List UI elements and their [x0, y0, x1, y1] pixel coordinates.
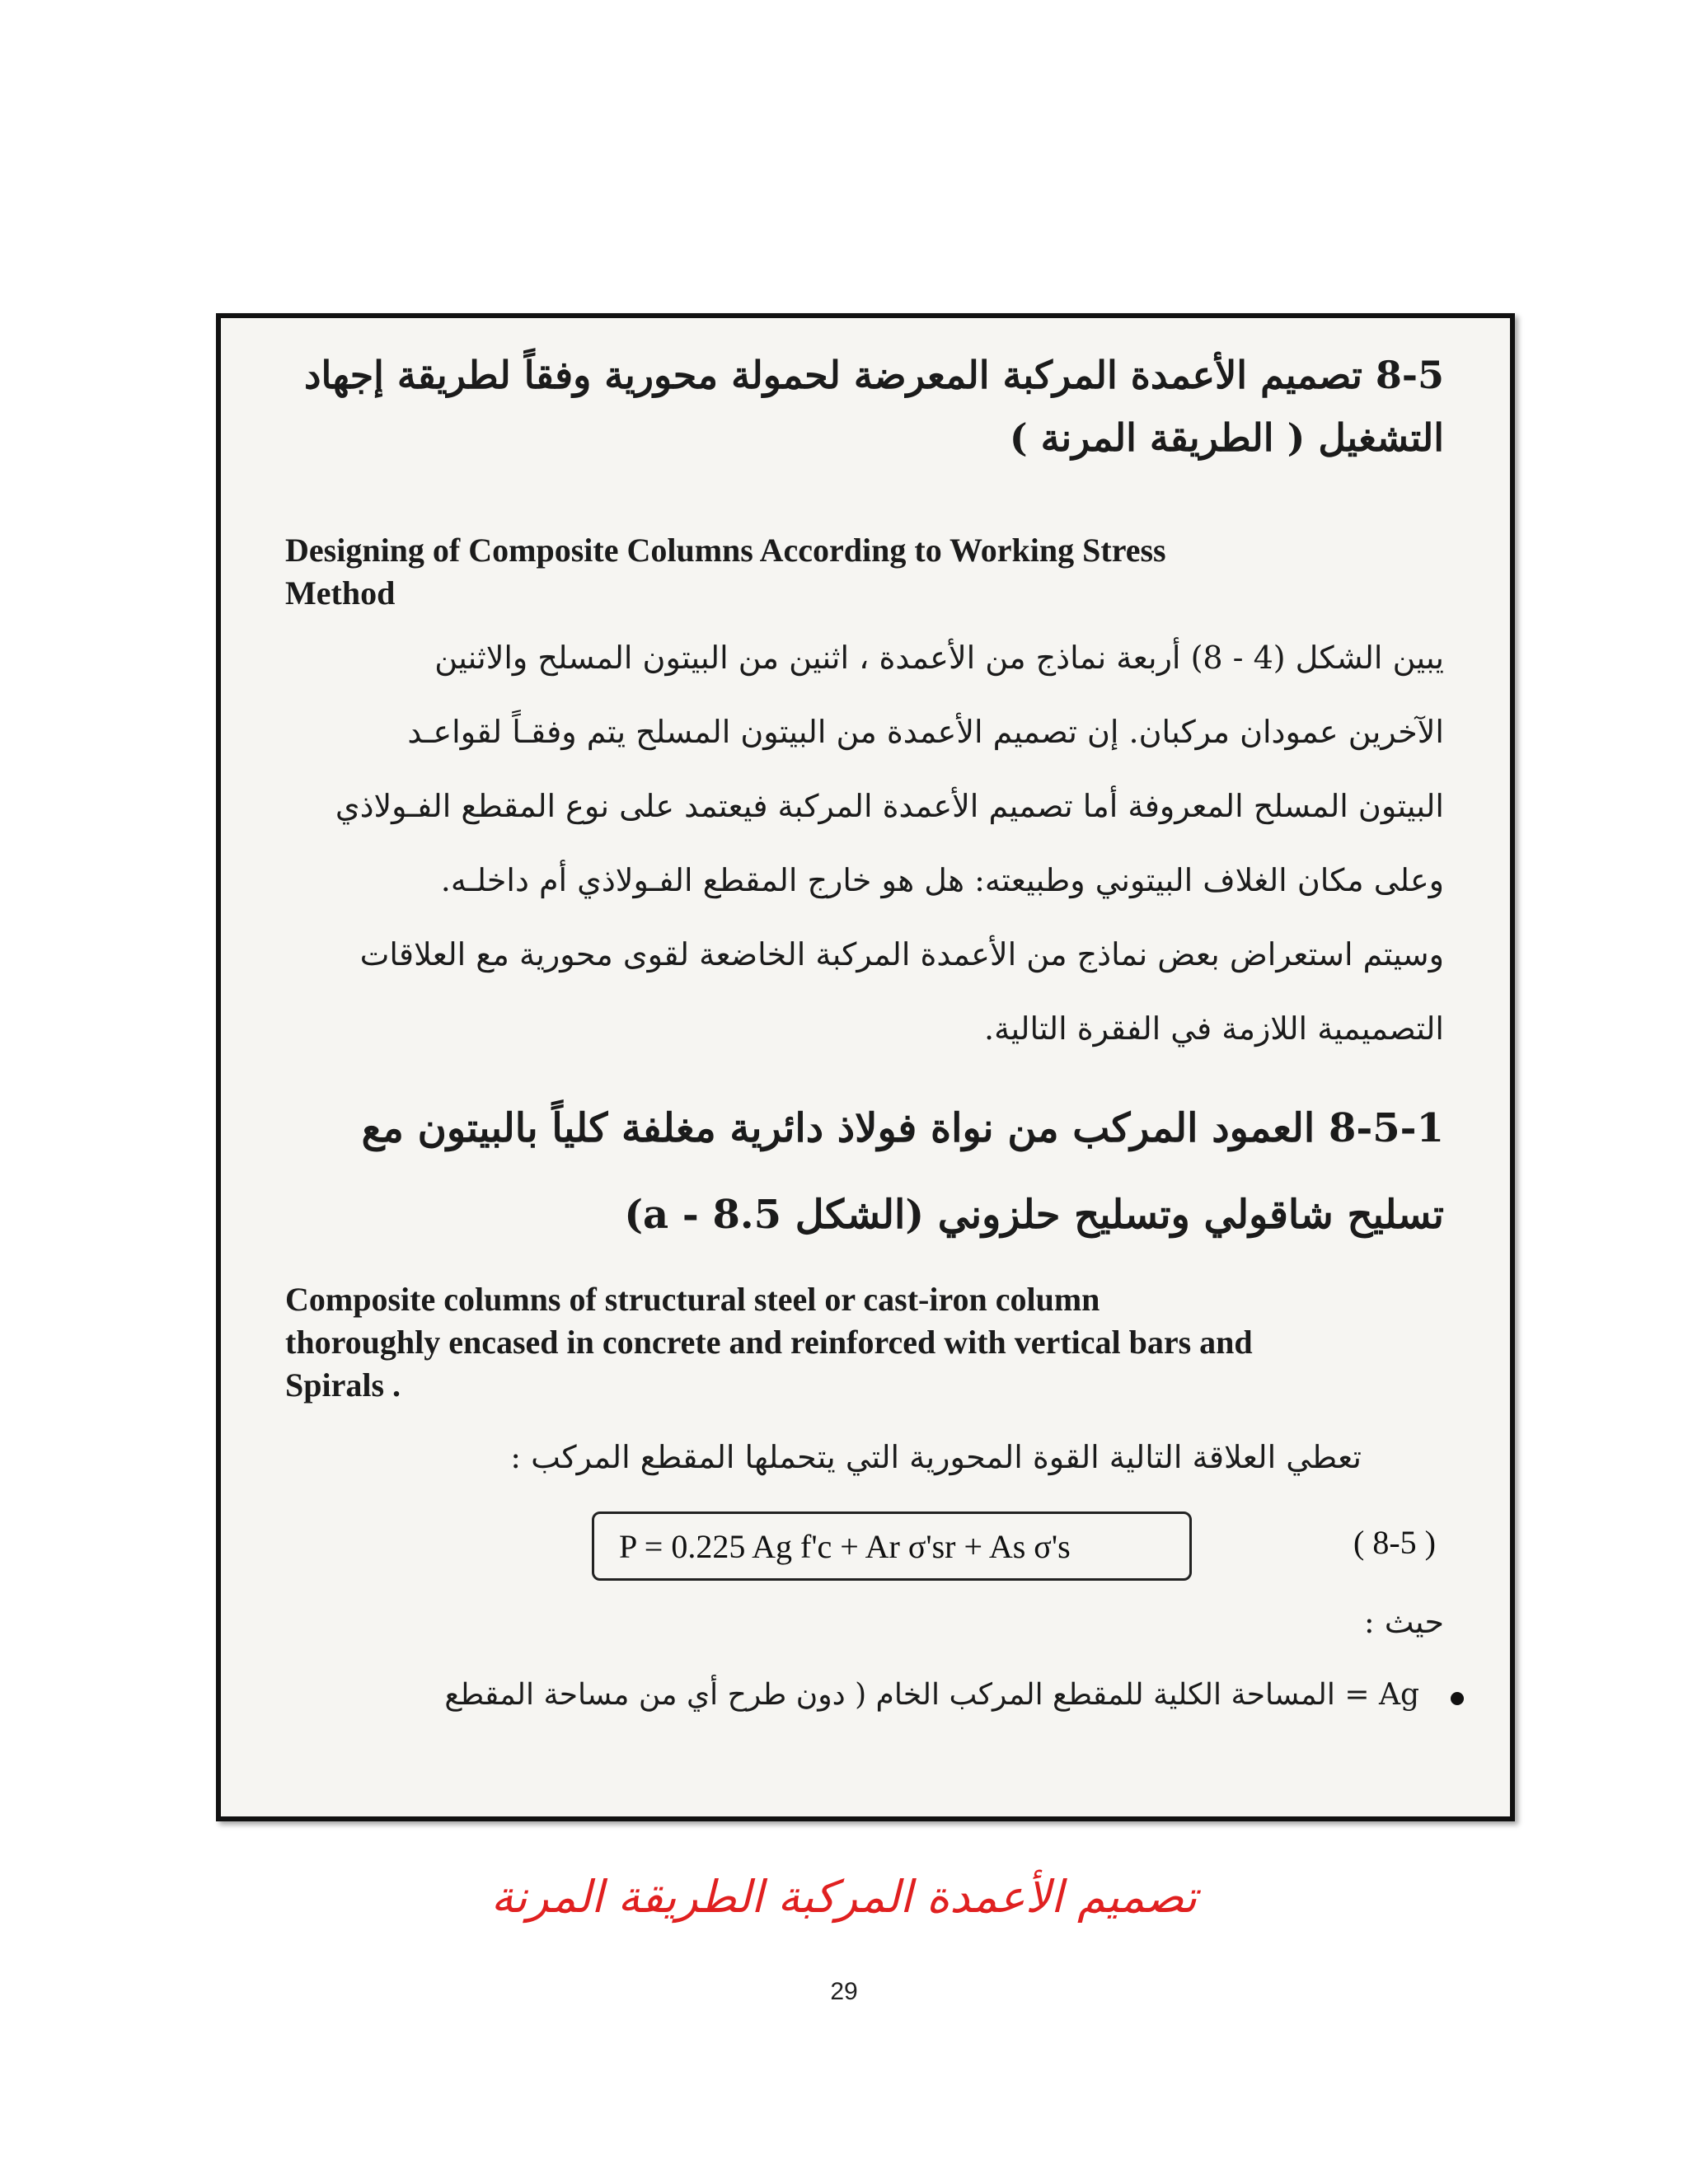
- page-caption: تصميم الأعمدة المركبة الطريقة المرنة: [490, 1871, 1198, 1923]
- paragraph-line: الآخرين عمودان مركبان. إن تصميم الأعمدة من البيتون المسلح يتم وفقـاً لقواعـد: [407, 714, 1444, 750]
- section-heading-english-line2: Method: [285, 574, 396, 612]
- paragraph-line: البيتون المسلح المعروفة أما تصميم الأعمدة المركبة فيعتمد على نوع المقطع الفـولاذي: [335, 788, 1444, 824]
- equation-number: ( 8-5 ): [1353, 1524, 1436, 1561]
- scanned-page-frame: [216, 313, 1515, 1821]
- equation-box: [592, 1511, 1192, 1581]
- equation-formula: P = 0.225 Ag f'c + Ar σ'sr + As σ's: [619, 1527, 1071, 1565]
- section-heading-english-line1: Designing of Composite Columns According to Working Stress: [285, 532, 1166, 569]
- paragraph-line: يبين الشكل (4 - 8) أربعة نماذج من الأعمدة ، اثنين من البيتون المسلح والاثنين: [434, 640, 1444, 676]
- paragraph-line: وعلى مكان الغلاف البيتوني وطبيعته: هل هو خارج المقطع الفـولاذي أم داخلـه.: [440, 862, 1444, 898]
- subsection-heading-english-line: Spirals .: [285, 1366, 401, 1404]
- definition-line: Ag = المساحة الكلية للمقطع المركب الخام ( دون طرح أي من مساحة المقطع: [444, 1678, 1419, 1712]
- subsection-heading-arabic-line2: تسليح شاقولي وتسليح حلزوني (الشكل 5.a - 8): [624, 1192, 1444, 1238]
- relation-intro: تعطي العلاقة التالية القوة المحورية التي يتحملها المقطع المركب :: [510, 1439, 1362, 1475]
- where-label: حيث :: [1363, 1604, 1444, 1640]
- scanned-page-content: [221, 318, 1510, 1816]
- section-heading-arabic-line2: التشغيل ( الطريقة المرنة ): [1009, 415, 1444, 460]
- paragraph-line: التصميمية اللازمة في الفقرة التالية.: [984, 1010, 1444, 1047]
- page-number: 29: [830, 1978, 858, 2005]
- subsection-heading-english-line: thoroughly encased in concrete and reinforced with vertical bars and: [285, 1324, 1253, 1361]
- subsection-heading-english: [285, 1278, 1444, 1407]
- subsection-heading-arabic-line1: 8-5-1 العمود المركب من نواة فولاذ دائرية مغلفة كلياً بالبيتون مع: [361, 1105, 1444, 1151]
- paragraph-line: وسيتم استعراض بعض نماذج من الأعمدة المركبة الخاضعة لقوى محورية مع العلاقات: [359, 936, 1444, 972]
- subsection-heading-english-line: Composite columns of structural steel or cast-iron column: [285, 1281, 1100, 1318]
- bullet-icon: [1451, 1692, 1464, 1705]
- section-heading-arabic-line1: 8-5 تصميم الأعمدة المركبة المعرضة لحمولة محورية وفقاً لطريقة إجهاد: [303, 353, 1444, 397]
- section-heading-english: [285, 529, 1444, 615]
